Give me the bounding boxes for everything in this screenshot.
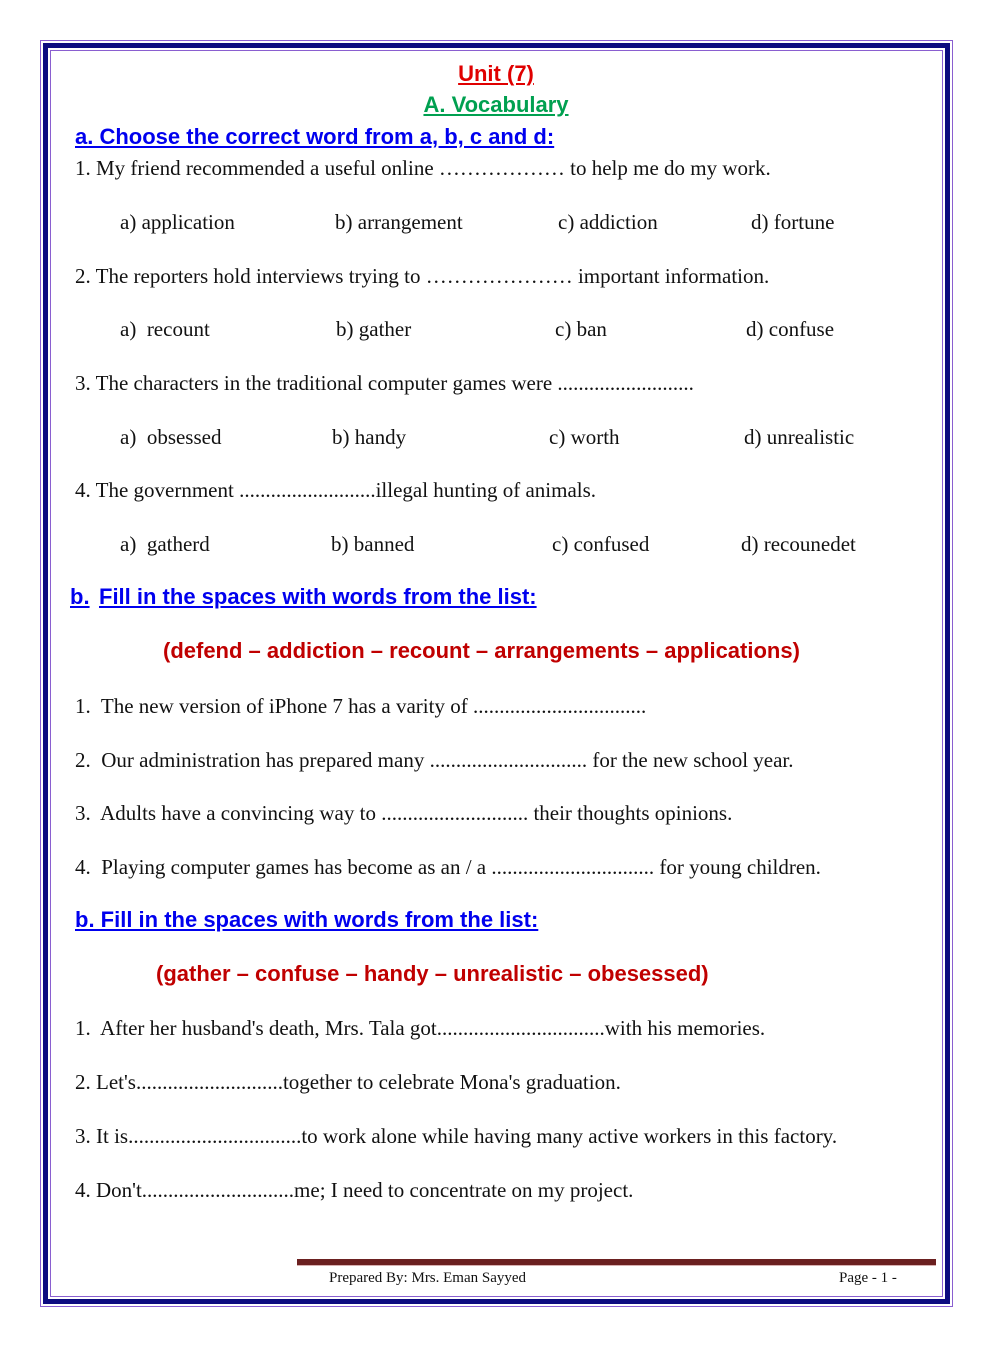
option: d) unrealistic <box>744 425 855 449</box>
fill-item: 1. After her husband's death, Mrs. Tala got................................with his memories. <box>75 1016 766 1040</box>
part-b2-heading: b. Fill in the spaces with words from the list: <box>75 907 539 932</box>
fill-item: 3. Adults have a convincing way to ............................ their thoughts opinions. <box>75 801 733 825</box>
part-b1-heading: Fill in the spaces with words from the list: <box>99 584 537 609</box>
option: b) arrangement <box>335 210 463 234</box>
word-list-2: (gather – confuse – handy – unrealistic – obesessed) <box>156 961 709 986</box>
option: d) fortune <box>751 210 835 234</box>
fill-item: 4. Don't.............................me; I need to concentrate on my project. <box>75 1178 634 1202</box>
footer-author: Prepared By: Mrs. Eman Sayyed <box>329 1270 527 1286</box>
question-3: 3. The characters in the traditional computer games were .......................... <box>75 371 694 395</box>
question-2: 2. The reporters hold interviews trying to ………………… important information. <box>75 264 770 288</box>
option: b) gather <box>336 317 412 341</box>
footer-divider <box>297 1259 936 1266</box>
footer-page-number: Page - 1 - <box>839 1270 897 1286</box>
option: c) worth <box>549 425 620 449</box>
option: b) banned <box>331 532 415 556</box>
option: c) ban <box>555 317 607 341</box>
option: b) handy <box>332 425 407 449</box>
option: a) gatherd <box>120 532 210 556</box>
word-list-1: (defend – addiction – recount – arrangements – applications) <box>163 638 800 663</box>
part-a-heading: a. Choose the correct word from a, b, c and d: <box>75 124 555 149</box>
fill-item: 1. The new version of iPhone 7 has a varity of ................................. <box>75 694 647 718</box>
fill-item: 4. Playing computer games has become as an / a ............................... for young children. <box>75 855 821 879</box>
option: a) obsessed <box>120 425 222 449</box>
fill-item: 2. Our administration has prepared many .............................. for the new school year. <box>75 748 794 772</box>
option: c) addiction <box>558 210 658 234</box>
page-border-inner <box>50 50 943 1297</box>
section-title: A. Vocabulary <box>423 92 569 117</box>
option: c) confused <box>552 532 650 556</box>
option: a) application <box>120 210 235 234</box>
option: a) recount <box>120 317 210 341</box>
option: d) confuse <box>746 317 835 341</box>
fill-item: 2. Let's............................together to celebrate Mona's graduation. <box>75 1070 621 1094</box>
unit-title: Unit (7) <box>458 61 534 86</box>
fill-item: 3. It is.................................to work alone while having many active workers in this factory. <box>75 1124 838 1148</box>
option: d) recounedet <box>741 532 856 556</box>
part-b1-label: b. <box>70 584 90 609</box>
question-4: 4. The government ..........................illegal hunting of animals. <box>75 478 597 502</box>
question-1: 1. My friend recommended a useful online ……………… to help me do my work. <box>75 156 771 180</box>
